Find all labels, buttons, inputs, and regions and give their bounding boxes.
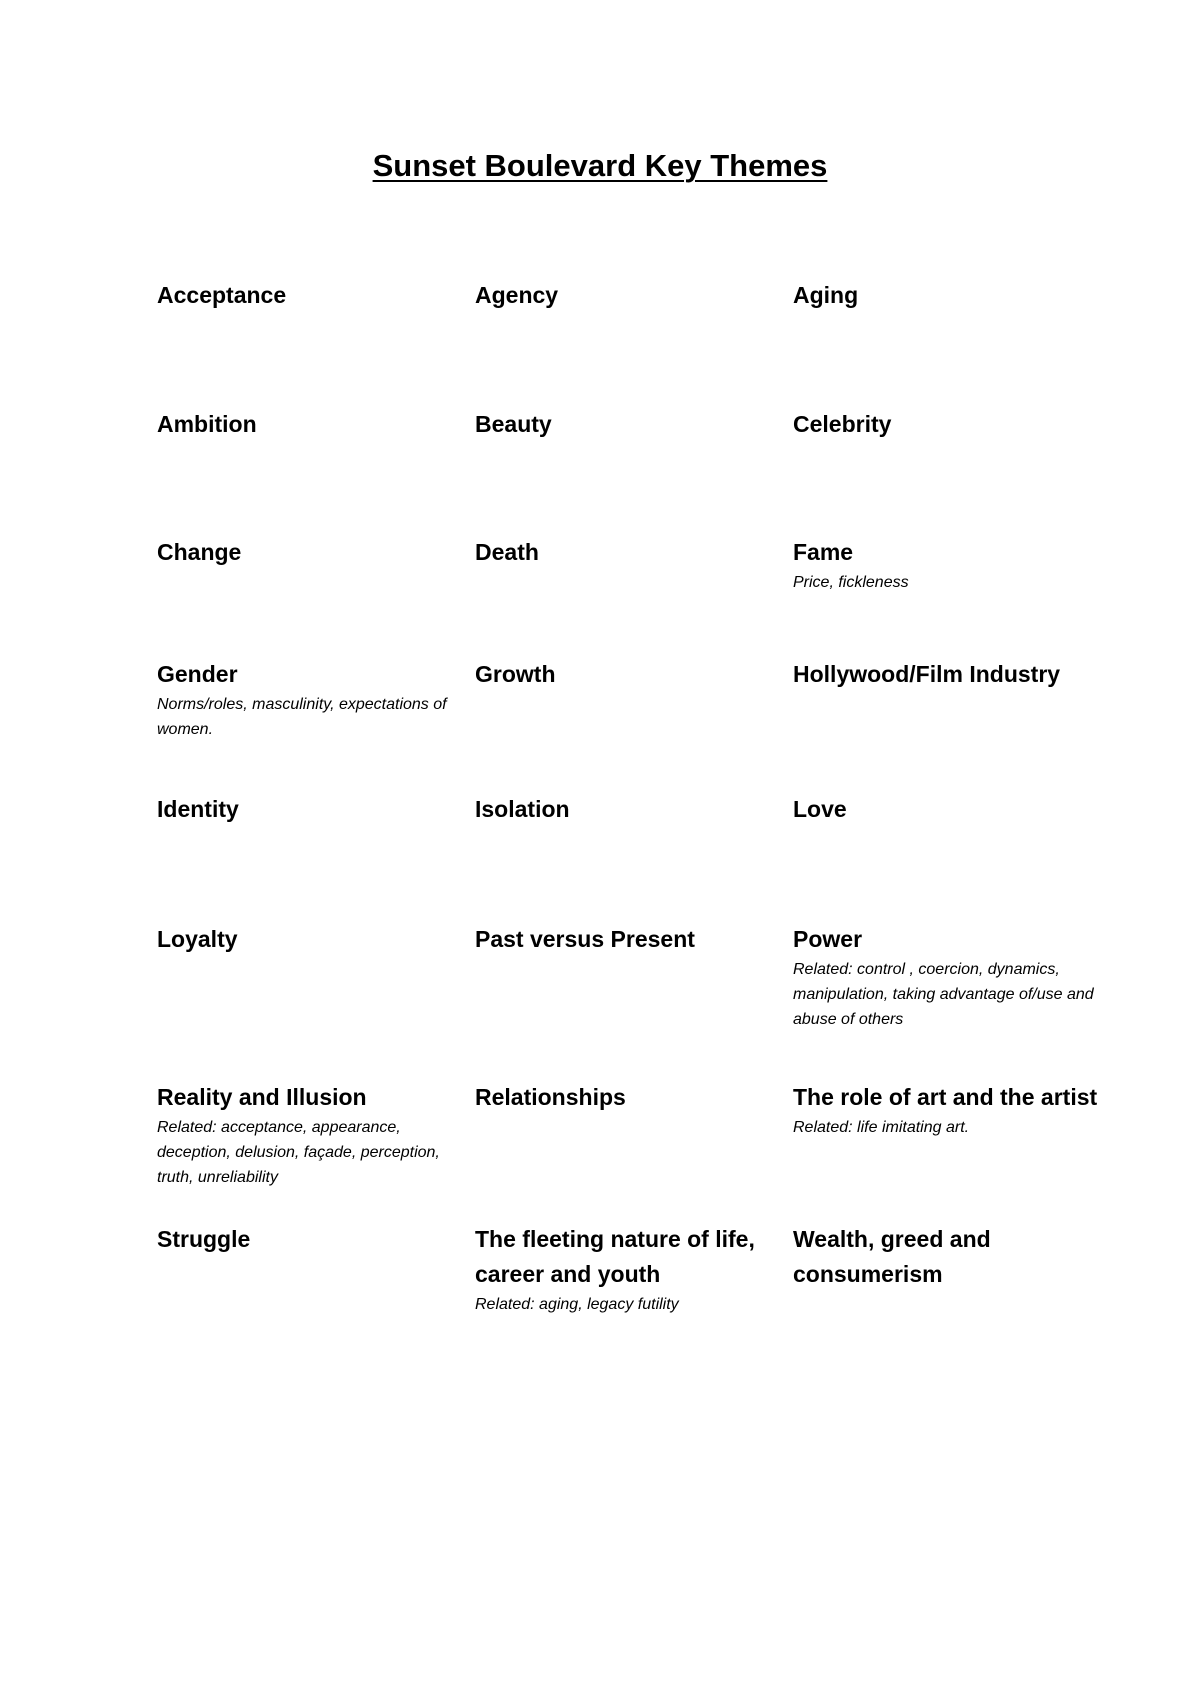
theme-note: Related: control , coercion, dynamics, manipulation, taking advantage of/use and abuse of others — [793, 961, 1094, 1028]
theme-name: Growth — [475, 661, 556, 687]
theme-name: Death — [475, 539, 539, 565]
theme-hollywood-film-industry — [793, 657, 1113, 692]
theme-name: Identity — [157, 796, 239, 822]
theme-change — [157, 535, 475, 570]
theme-name: Power — [793, 926, 863, 952]
theme-name: The fleeting nature of life, career and youth — [475, 1226, 755, 1287]
page-title: Sunset Boulevard Key Themes — [372, 148, 828, 183]
theme-death — [475, 535, 793, 570]
theme-name: Struggle — [157, 1226, 251, 1252]
theme-row — [157, 922, 1117, 1080]
theme-name: Acceptance — [157, 282, 287, 308]
theme-power — [793, 922, 1113, 1032]
theme-name: Change — [157, 539, 242, 565]
theme-note: Related: aging, legacy futility — [475, 1296, 679, 1313]
theme-name: Beauty — [475, 411, 552, 437]
theme-row — [157, 407, 1117, 535]
theme-name: Loyalty — [157, 926, 238, 952]
theme-name: Wealth, greed and consumerism — [793, 1226, 991, 1287]
theme-row — [157, 657, 1117, 792]
theme-row — [157, 1222, 1117, 1342]
theme-past-versus-present — [475, 922, 793, 957]
theme-reality-and-illusion — [157, 1080, 475, 1190]
theme-name: Reality and Illusion — [157, 1084, 367, 1110]
theme-row — [157, 1080, 1117, 1222]
theme-name: Fame — [793, 539, 854, 565]
theme-love — [793, 792, 1113, 827]
theme-identity — [157, 792, 475, 827]
theme-growth — [475, 657, 793, 692]
theme-note: Norms/roles, masculinity, expectations of women. — [157, 696, 447, 738]
theme-row — [157, 535, 1117, 657]
theme-name: Past versus Present — [475, 926, 695, 952]
theme-row — [157, 792, 1117, 922]
theme-fleeting-nature — [475, 1222, 793, 1317]
theme-struggle — [157, 1222, 475, 1257]
theme-celebrity — [793, 407, 1113, 442]
theme-note: Related: acceptance, appearance, deception, delusion, façade, perception, truth, unreliability — [157, 1119, 440, 1186]
theme-wealth-greed-consumerism — [793, 1222, 1113, 1292]
theme-name: Aging — [793, 282, 859, 308]
theme-name: Gender — [157, 661, 238, 687]
theme-beauty — [475, 407, 793, 442]
theme-name: Agency — [475, 282, 559, 308]
theme-role-of-art — [793, 1080, 1113, 1140]
theme-note: Price, fickleness — [793, 574, 909, 591]
theme-gender — [157, 657, 475, 742]
theme-name: Relationships — [475, 1084, 626, 1110]
theme-ambition — [157, 407, 475, 442]
theme-relationships — [475, 1080, 793, 1115]
theme-name: Ambition — [157, 411, 257, 437]
theme-aging — [793, 278, 1113, 313]
theme-fame — [793, 535, 1113, 595]
theme-name: The role of art and the artist — [793, 1084, 1098, 1110]
theme-isolation — [475, 792, 793, 827]
theme-agency — [475, 278, 793, 313]
theme-name: Love — [793, 796, 847, 822]
theme-acceptance — [157, 278, 475, 313]
theme-name: Hollywood/Film Industry — [793, 661, 1061, 687]
theme-name: Isolation — [475, 796, 570, 822]
theme-row — [157, 278, 1117, 407]
theme-loyalty — [157, 922, 475, 957]
themes-grid — [157, 278, 1117, 1342]
theme-note: Related: life imitating art. — [793, 1119, 970, 1136]
theme-name: Celebrity — [793, 411, 892, 437]
